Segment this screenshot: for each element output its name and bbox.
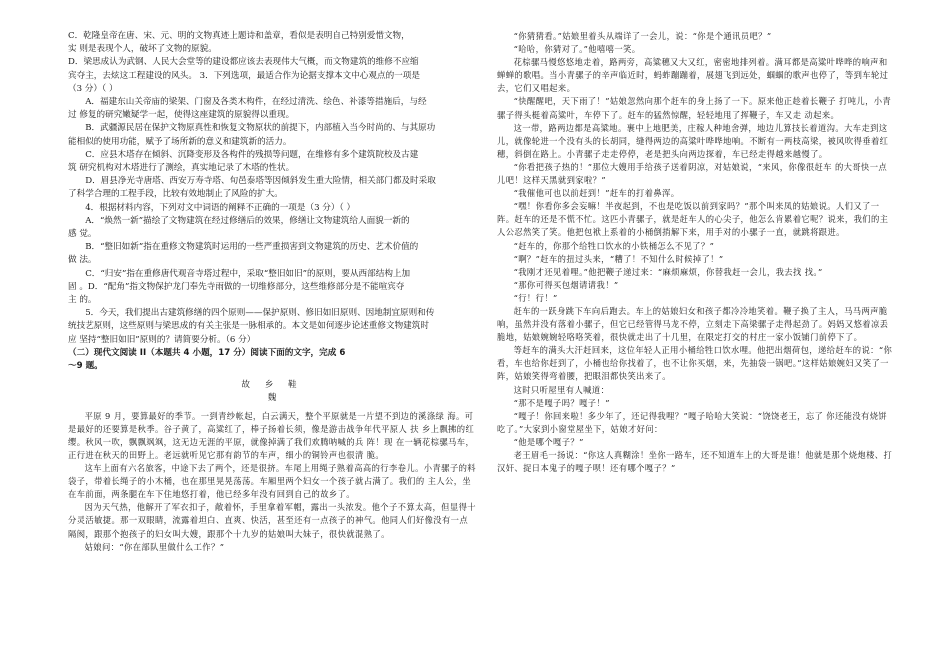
story-paragraph: “你猜猜看。”姑娘里着头从端详了一会儿，说：“你是个通讯员吧？”	[513, 31, 772, 41]
question-line: A．“焕然一新”描绘了文物建筑在经过修缮后的效果，修缮让文物建筑给人面貌一新的	[85, 215, 410, 226]
story-title: 故 乡 鞋	[241, 380, 303, 391]
story-paragraph: 这一带，路两边都是高粱地。裹中上地肥美，庄稼人种地舍弹，地边儿算技长着道沟。大车走到这儿，就像轮进一个没有头的长胡同，缝得两边的高粱叶哗哗地响。不断有一两枝高梁，被风吹得垂着红穗，斜倒在路上。小青骡子走走停停，老是把头向两边探着，车已经走得越来越慢了。	[497, 122, 889, 159]
question-line: B．武疆源民居在保护文物原真性和恢复文物原状的前提下，内部植入当今时尚的、与其原功	[85, 123, 436, 134]
story-paragraph: “行！行！”	[513, 292, 558, 303]
question-line: 做 法。	[68, 255, 97, 266]
story-paragraph: 因为天气热，他解开了军衣扣子，敞着怀，手里拿着军帽，露出一头浓发。他个子不算太高，但显得十分灵活敏捷。那一双眼睛，流露着坦白、直爽、快活，甚至还有一点孩子的神气。他同人们好像没有一点隔阂，跟那个抱孩子的妇女叫大嫂，跟那个十九岁的姑娘叫大妹子，很快就混熟了。	[68, 502, 476, 539]
question-line: 宾夺主，去炫这工程建设的风头。 3．下列选项，最适合作为论据支撑本文中心观点的一项是	[68, 70, 420, 81]
story-paragraph: “快醒醒吧，天下雨了！”姑娘忽然向那个赶车的身上扬了一下。原来他正趁着长鞭子 打吨儿，小青骡子得头梃着高粱叶，车停下了。赶车的猛然惊醒，轻轻地甩了挥鞭子，车又走 动起来。	[497, 96, 892, 120]
story-paragraph: 姑娘问：“你在部队里做什么工作？”	[84, 541, 225, 552]
question-line: D．眉县净光寺唐塔、西安万寿寺塔、旬邑泰塔等因倾斜发生重大险情，相关部门都及时采取	[85, 176, 436, 187]
section-heading: （二）现代文阅读 II（本题共 4 小题，17 分）阅读下面的文字，完成 6	[68, 347, 346, 358]
question-line: A．福建东山关帝庙的梁架、门窗及各类木构件，在经过清洗、绘色、补漆等措施后，与经	[85, 97, 427, 108]
story-paragraph: “啊？”赶车的扭过头来，“糟了！不知什么时候掉了！”	[513, 253, 724, 264]
question-line: （3 分）（ ）	[68, 83, 118, 94]
story-paragraph: 平原 9 月，要算最好的季节。一到青纱帐起，白云满天，整个平原就是一片望不到边的溪涤绿 海。可是最好的还要算是秋季。谷子黄了，高粱红了，棒子扬着长须，像是游击战争年代平原人 扶 乡上飘拂的红缨。秋风一吹，飘飘飒飒，这无边无涯的平原，就像掉满了我们欢腾呐喊的兵 阵！现 在一辆花棕骡马车，正行进在秋天的田野上。老远就听见它那有韵节的车声，细小的铜铃声也很清 脆。	[68, 410, 475, 460]
question-line: C．应县木塔存在倾斜、沉降变形及各构件的残损等问题，在维修有多个建筑院校及古建	[85, 149, 419, 160]
question-line: 过 修复的研究嫩疑学一起，使得这座建筑的原貌得以重现。	[68, 110, 295, 121]
question-line: D．梁思成认为武钢、人民大会堂等的建设都应该去表现伟大气概，而文物建筑的维修不应缩	[68, 57, 419, 68]
exam-questions-block	[68, 30, 476, 347]
story-body-left	[68, 410, 476, 554]
story-paragraph: “我催他可也以前赶到！”赶车的打着鼻浑。	[513, 188, 680, 199]
story-paragraph: “那不是嘎子吗？嘎子！”	[513, 397, 610, 408]
story-paragraph: “他是哪个嘎子？”	[513, 436, 584, 447]
story-paragraph: “我刚才还见着哩。”他把鞭子递过来：“麻烦麻烦，你替我赶一会儿，我去找 找。”	[513, 266, 823, 277]
story-paragraph: “那你可得买包烟请请我！”	[513, 279, 619, 290]
question-line: 固 。D．“配角”指文物保护龙门奉先寺雨做的一切维修部分，这些维修部分是不能喧宾夺	[68, 281, 405, 292]
right-column	[497, 30, 895, 475]
story-author: 魏	[267, 393, 277, 404]
question-line: 感 觉。	[68, 229, 97, 240]
question-line: 4．根据材料内容，下列对文中词语的阐释不正确的一项是（3 分）（ ）	[85, 202, 356, 213]
story-paragraph: “你看把孩子热的！”那位大嫂用手给孩子送着阴凉，对姑娘说，“来风，你像很赶车 的大哥快一点儿吧！这样天黑就到家啦？”	[497, 161, 888, 186]
story-paragraph: “赶车的，你那个给牲口饮水的小铁桶怎么不见了？”	[513, 240, 715, 251]
story-paragraph: 这车上面有六名旅客，中途下去了两个，还是很挤。车尾上用绳子熟着高高的行李卷儿。小青骡子的料袋子，带着长绳子的小木桶，也在那里晃晃荡荡。车厢里两个妇女一个孩子就占满了。我们的 主人公，坐在车前面，两条腿在车下住地悠打着，他已经多年没有回到自己的故乡了。	[68, 463, 476, 500]
left-column	[68, 30, 476, 554]
story-paragraph: 赶车的一跃身跳下车向后跑去。车上的姑娘妇女和孩子都冷冷地笑着。鞭子换了主人，马马两声脆响，虽然并没有落着小骡子，但它已经管得马龙不停，立刻走下高梁骡子走得起劲了。妈妈又悠着凉丢脆地，姑娘婉婉轻咯咯笑着，很快就走出了十几里，在限定打交的村庄一家小饭铺门前停下了。	[497, 305, 889, 343]
story-paragraph: 等赶车的满头大汗赶回来，这位年轻人正用小桶给牲口饮水哩。他把出烟荷包，递给赶车的说：“你看，车也给你赶到了，小桶也给你找着了，也不让你买烟，来，先抽袋一锅吧。”这样姑娘婉妇又笑了一阵，姑娘笑得弯着腰，把眼泪都快笑出来了。	[497, 345, 893, 382]
question-line: 5．今天，我们提出古建筑修缮的四个原则——保护原则、修旧如旧原则、因地制宜原则和传	[85, 308, 435, 319]
question-line: 能相似的使用功能，赋予了场所新的意义和建筑新的活力。	[68, 136, 292, 147]
question-line: C．“归安”指在重修唐代观音寺塔过程中，采取“整旧如旧”的原则，要从西部结构上加	[85, 268, 411, 279]
question-line: 筑 研究机构对木塔进行了测绘，真实地记录了木塔的性状。	[68, 163, 295, 174]
story-paragraph: “哈哈，你猜对了。”他嘻嘻一笑。	[513, 44, 641, 55]
question-line: 统技艺原则，这些原则与梁思成的有关主张是一脉相承的。本文是如何逐步论述重修文物建筑时	[68, 321, 429, 332]
section-heading-cont: ～9 题。	[68, 361, 103, 372]
question-line: 了科学合理的工程手段，比较有效地制止了风险的扩大。	[68, 189, 283, 200]
question-line: C．乾隆皇帝在唐、宋、元、明的文物真迹上题诗和盖章，看似是表明自己特别爱惜文物，	[68, 31, 410, 41]
question-line: 主 的。	[68, 295, 97, 306]
story-paragraph: 这时只听屋里有人喊道：	[513, 384, 610, 395]
question-line: 应 坚持“整旧如旧”原则的？请简要分析。（6 分）	[68, 334, 256, 345]
story-paragraph: “嘎子！你回来啦！多少年了，还记得我哩？”嘎子哈哈大笑说：“饶饶老王，忘了 你还能没有烧饼吃了。”大家到小窗堂屋坐下，姑娘才好问：	[497, 410, 888, 434]
story-paragraph: 花棕骡马慢悠悠地走着，路两旁，高粱穗又大又红，密密地排列着。满耳都是高粱叶哗哗的响声和蝉蝉的歌唱。当小青骡子的辛声临近时，蚂蚱蹦蹦着，展翅飞到远处，蝈蝈的歌声也停了，等到车轮过去，它们又唱起来。	[497, 57, 889, 94]
question-line: 实 则是表现个人，破坏了文物的原貌。	[68, 44, 217, 55]
story-paragraph: 老王眉毛一扬说：“你这人真糊涂！坐你一路车，还不知道车上的大哥是谁！他就是那个烧炮楼、打汉奸、捉日本鬼子的嘎子呗！还有哪个嘎子？”	[497, 450, 893, 474]
story-paragraph: “嘿！你看你多会妄嘛！半夜起到，不也是吃饭以前到家吗？”那个叫来凤的姑娘说。人们又了一阵。赶车的还是不慌不忙。这匹小青骡子，就是赶车人的心尖子，他怎么肯累着它呢？说来，我们的主人公忍然笑了笑。他把包袱上系着的小桶倒捎解下来，用手对的小骡子一直，就跳将跟进。	[497, 201, 889, 238]
question-line: B．“整旧如新”指在重修文物建筑时运用的一些严重损害到文物建筑的历史、艺术价值的	[85, 242, 419, 253]
